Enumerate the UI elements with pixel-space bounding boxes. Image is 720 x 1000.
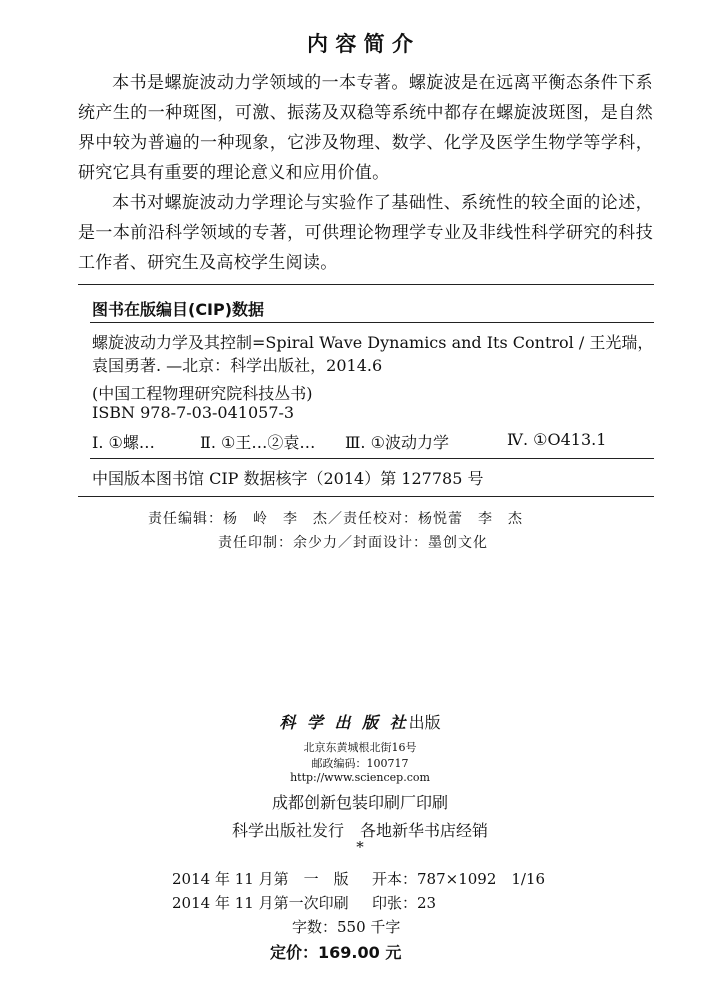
divider-bottom <box>78 496 654 497</box>
publisher-logo-text: 科 学 出 版 社 <box>279 713 409 732</box>
cip-isbn: ISBN 978-7-03-041057-3 <box>92 403 295 422</box>
word-count: 字数：550 千字 <box>292 918 401 936</box>
publisher-address: 北京东黄城根北街16号 <box>303 741 417 754</box>
publisher-postcode: 邮政编码：100717 <box>311 757 409 770</box>
intro-paragraph-2 <box>78 188 653 278</box>
cip-heading: 图书在版编目(CIP)数据 <box>92 300 265 319</box>
format: 开本：787×1092 1/16 <box>372 870 546 888</box>
page-title: 内 容 简 介 <box>307 32 413 56</box>
separator-star: * <box>356 838 364 856</box>
cip-class-4: Ⅳ. ①O413.1 <box>507 430 607 449</box>
publisher-name <box>0 710 720 733</box>
staff-print-design: 责任印制：余少力／封面设计：墨创文化 <box>218 535 488 551</box>
edition: 2014 年 11 月第 一 版 <box>172 870 349 888</box>
divider-cip-heading <box>90 322 654 323</box>
distribution: 科学出版社发行 各地新华书店经销 <box>231 821 488 840</box>
price: 定价：169.00 元 <box>270 943 402 962</box>
intro-paragraph-2-text: 本书对螺旋波动力学理论与实验作了基础性、系统性的较全面的论述，是一本前沿科学领域的专著，可供理论物理学专业及非线性科学研究的科技工作者、研究生及高校学生阅读。 <box>78 193 653 273</box>
cip-class-3: Ⅲ. ①波动力学 <box>345 433 449 452</box>
cip-title-line: 螺旋波动力学及其控制=Spiral Wave Dynamics and Its Control / 王光瑞， <box>92 333 654 352</box>
publisher-website: http://www.sciencep.com <box>290 771 430 784</box>
cip-class-1: Ⅰ. ①螺… <box>92 433 155 452</box>
publisher-suffix: 出版 <box>408 713 441 732</box>
intro-paragraph-1-text: 本书是螺旋波动力学领域的一本专著。螺旋波是在远离平衡态条件下系统产生的一种斑图，可激、振荡及双稳等系统中都存在螺旋波斑图，是自然界中较为普遍的一种现象，它涉及物理、数学、化学及医学生物学等学科，研究它具有重要的理论意义和应用价值。 <box>78 73 653 183</box>
cip-record: 中国版本图书馆 CIP 数据核字（2014）第 127785 号 <box>92 469 484 488</box>
printer: 成都创新包装印刷厂印刷 <box>271 793 448 812</box>
divider-cip-class <box>90 458 654 459</box>
divider-top <box>78 284 654 285</box>
cip-class-2: Ⅱ. ①王…②袁… <box>200 433 316 452</box>
cip-series: (中国工程物理研究院科技丛书) <box>92 384 313 403</box>
staff-editors: 责任编辑：杨 岭 李 杰／责任校对：杨悦蕾 李 杰 <box>148 511 523 527</box>
intro-paragraph-1 <box>78 68 653 188</box>
sheets: 印张：23 <box>372 894 437 912</box>
cip-author-line: 袁国勇著. —北京：科学出版社，2014.6 <box>92 356 383 375</box>
printing: 2014 年 11 月第一次印刷 <box>172 894 349 912</box>
